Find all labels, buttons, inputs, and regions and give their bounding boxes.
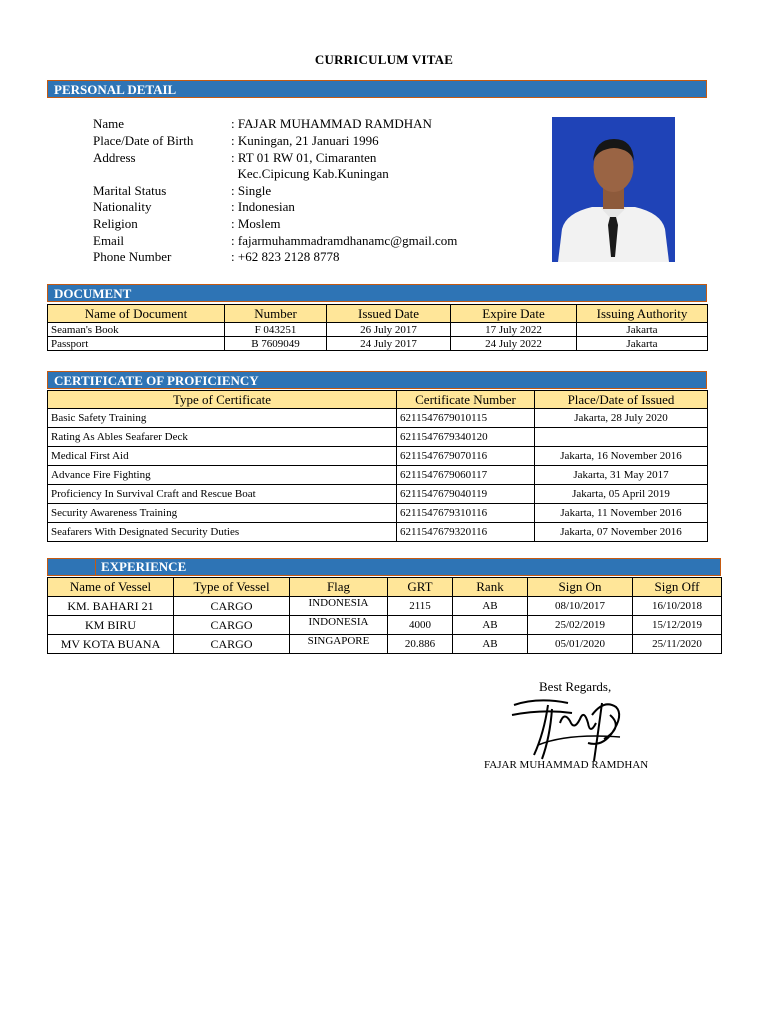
table-row <box>48 337 708 351</box>
table-cell: CARGO <box>174 597 290 616</box>
table-cell: Jakarta, 28 July 2020 <box>535 409 708 428</box>
table-cell: CARGO <box>174 635 290 654</box>
table-cell: 24 July 2022 <box>451 337 577 351</box>
table-cell: Jakarta, 07 November 2016 <box>535 523 708 542</box>
pd-value: Kec.Cipicung Kab.Kuningan <box>231 166 389 181</box>
pd-label: Address <box>93 150 136 165</box>
table-cell: Jakarta <box>577 337 708 351</box>
table-cell: B 7609049 <box>225 337 327 351</box>
table-cell: Seaman's Book <box>48 323 225 337</box>
table-row <box>48 635 722 654</box>
table-row <box>48 523 708 542</box>
pd-value: : Indonesian <box>231 199 295 214</box>
table-cell: Security Awareness Training <box>48 504 397 523</box>
col-header: Expire Date <box>451 305 577 323</box>
col-header: Issued Date <box>327 305 451 323</box>
table-cell: 15/12/2019 <box>633 616 722 635</box>
experience-header: EXPERIENCE <box>101 559 187 574</box>
table-cell: MV KOTA BUANA <box>48 635 174 654</box>
col-header: Name of Vessel <box>48 578 174 597</box>
table-cell: 26 July 2017 <box>327 323 451 337</box>
table-cell: AB <box>453 616 528 635</box>
pd-label: Nationality <box>93 199 152 214</box>
table-cell: 20.886 <box>388 635 453 654</box>
regards-text: Best Regards, <box>539 679 612 694</box>
document-table <box>47 304 708 351</box>
pd-label: Email <box>93 233 125 248</box>
table-cell: 2115 <box>388 597 453 616</box>
experience-table <box>47 577 722 654</box>
personal-detail-header: PERSONAL DETAIL <box>47 80 707 98</box>
pd-value: : +62 823 2128 8778 <box>231 249 340 264</box>
col-header: Rank <box>453 578 528 597</box>
col-header: Sign On <box>528 578 633 597</box>
table-cell: Passport <box>48 337 225 351</box>
profile-photo <box>552 117 675 262</box>
pd-label: Place/Date of Birth <box>93 133 194 148</box>
table-row <box>48 485 708 504</box>
table-row <box>48 597 722 616</box>
table-cell: 16/10/2018 <box>633 597 722 616</box>
table-cell: Medical First Aid <box>48 447 397 466</box>
table-cell: Jakarta, 05 April 2019 <box>535 485 708 504</box>
table-cell: 6211547679010115 <box>397 409 535 428</box>
table-cell: Proficiency In Survival Craft and Rescue Boat <box>48 485 397 504</box>
table-row <box>48 466 708 485</box>
table-cell: 6211547679340120 <box>397 428 535 447</box>
table-cell: 25/02/2019 <box>528 616 633 635</box>
col-header: GRT <box>388 578 453 597</box>
certificate-table <box>47 390 708 542</box>
table-cell: Jakarta, 16 November 2016 <box>535 447 708 466</box>
table-cell: KM. BAHARI 21 <box>48 597 174 616</box>
table-row <box>48 323 708 337</box>
col-header: Type of Vessel <box>174 578 290 597</box>
table-cell: Jakarta <box>577 323 708 337</box>
col-header: Place/Date of Issued <box>535 391 708 409</box>
pd-value: : Moslem <box>231 216 281 231</box>
pd-label: Religion <box>93 216 138 231</box>
table-cell: INDONESIA <box>290 597 388 616</box>
pd-value: : Kuningan, 21 Januari 1996 <box>231 133 379 148</box>
table-cell: SINGAPORE <box>290 635 388 654</box>
table-row <box>48 409 708 428</box>
table-cell: 4000 <box>388 616 453 635</box>
table-cell: CARGO <box>174 616 290 635</box>
table-row <box>48 428 708 447</box>
table-cell: Seafarers With Designated Security Duties <box>48 523 397 542</box>
table-cell: AB <box>453 635 528 654</box>
col-header: Name of Document <box>48 305 225 323</box>
pd-value: : Single <box>231 183 272 198</box>
table-cell: Jakarta, 31 May 2017 <box>535 466 708 485</box>
pd-value: : FAJAR MUHAMMAD RAMDHAN <box>231 116 432 131</box>
table-header-row <box>48 305 708 323</box>
table-cell: 6211547679310116 <box>397 504 535 523</box>
signature-icon <box>508 693 633 765</box>
table-cell: 6211547679320116 <box>397 523 535 542</box>
col-header: Sign Off <box>633 578 722 597</box>
table-cell: 6211547679070116 <box>397 447 535 466</box>
pd-value: : fajarmuhammadramdhanamc@gmail.com <box>231 233 458 248</box>
table-row <box>48 616 722 635</box>
table-cell: Advance Fire Fighting <box>48 466 397 485</box>
experience-header-bar <box>47 558 721 576</box>
table-header-row <box>48 578 722 597</box>
certificate-header: CERTIFICATE OF PROFICIENCY <box>47 371 707 389</box>
table-cell: F 043251 <box>225 323 327 337</box>
table-cell <box>535 428 708 447</box>
table-header-row <box>48 391 708 409</box>
col-header: Flag <box>290 578 388 597</box>
table-cell: 05/01/2020 <box>528 635 633 654</box>
table-cell: 6211547679060117 <box>397 466 535 485</box>
page-title: CURRICULUM VITAE <box>314 52 454 67</box>
table-cell: Jakarta, 11 November 2016 <box>535 504 708 523</box>
table-cell: Basic Safety Training <box>48 409 397 428</box>
col-header: Issuing Authority <box>577 305 708 323</box>
table-cell: KM BIRU <box>48 616 174 635</box>
pd-label: Phone Number <box>93 249 172 264</box>
table-row <box>48 447 708 466</box>
table-cell: Rating As Ables Seafarer Deck <box>48 428 397 447</box>
pd-value: : RT 01 RW 01, Cimaranten <box>231 150 377 165</box>
table-cell: 24 July 2017 <box>327 337 451 351</box>
table-cell: INDONESIA <box>290 616 388 635</box>
table-cell: 6211547679040119 <box>397 485 535 504</box>
col-header: Type of Certificate <box>48 391 397 409</box>
table-cell: 08/10/2017 <box>528 597 633 616</box>
document-header: DOCUMENT <box>47 284 707 302</box>
pd-label: Marital Status <box>93 183 167 198</box>
table-row <box>48 504 708 523</box>
portrait-icon <box>552 117 675 262</box>
table-cell: AB <box>453 597 528 616</box>
signatory-name: FAJAR MUHAMMAD RAMDHAN <box>484 759 649 771</box>
pd-label: Name <box>93 116 125 131</box>
col-header: Certificate Number <box>397 391 535 409</box>
table-cell: 25/11/2020 <box>633 635 722 654</box>
col-header: Number <box>225 305 327 323</box>
table-cell: 17 July 2022 <box>451 323 577 337</box>
